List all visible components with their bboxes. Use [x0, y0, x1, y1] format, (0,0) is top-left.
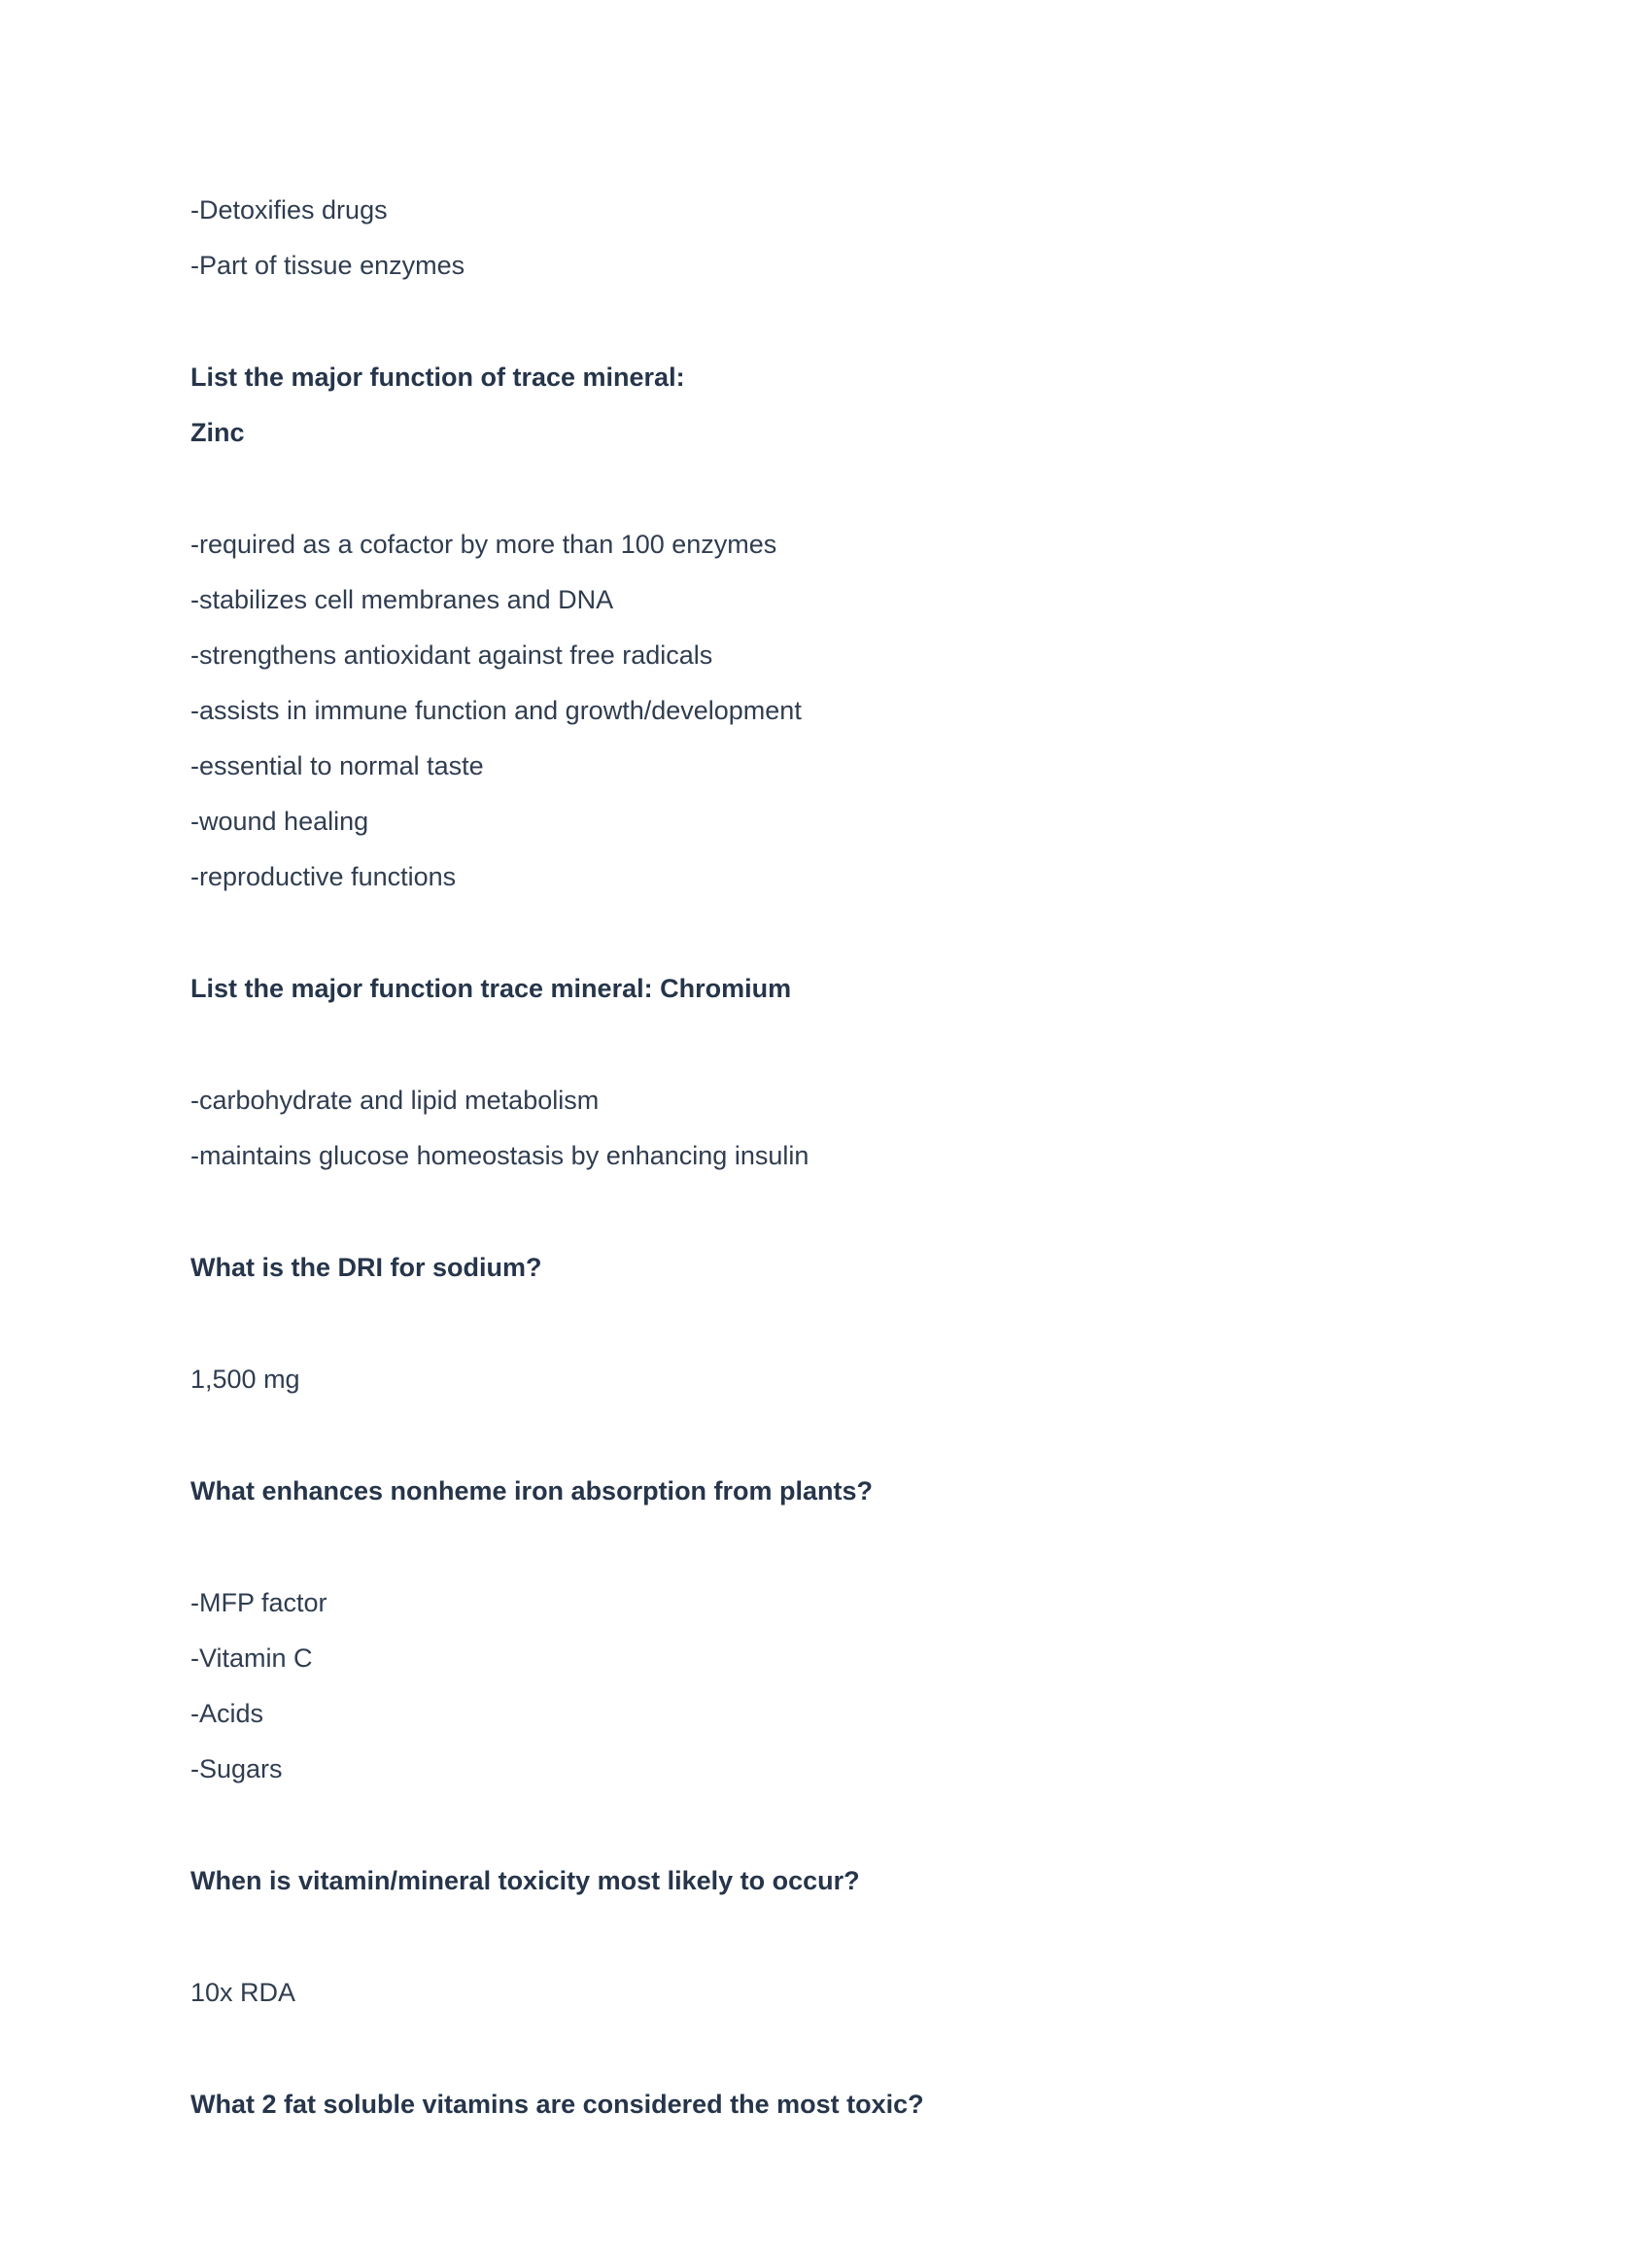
- document-body: [190, 183, 1454, 2132]
- answer-line: -stabilizes cell membranes and DNA: [190, 585, 614, 614]
- paragraph-spacer: [190, 905, 1454, 961]
- question-heading: List the major function trace mineral: Chromium: [190, 974, 792, 1003]
- question-heading: What is the DRI for sodium?: [190, 1253, 542, 1282]
- answer-line: -maintains glucose homeostasis by enhancing insulin: [190, 1141, 809, 1170]
- paragraph-spacer: [190, 294, 1454, 350]
- paragraph-spacer: [190, 461, 1454, 517]
- question-heading: When is vitamin/mineral toxicity most likely to occur?: [190, 1866, 860, 1895]
- question-heading: List the major function of trace mineral:: [190, 363, 685, 392]
- answer-line: -wound healing: [190, 807, 369, 836]
- paragraph-spacer: [190, 2021, 1454, 2077]
- question-heading: What enhances nonheme iron absorption from plants?: [190, 1476, 874, 1505]
- paragraph-spacer: [190, 1017, 1454, 1073]
- paragraph-spacer: [190, 1296, 1454, 1352]
- answer-line: -MFP factor: [190, 1588, 327, 1617]
- paragraph-spacer: [190, 1184, 1454, 1240]
- answer-line: -required as a cofactor by more than 100 enzymes: [190, 530, 777, 559]
- answer-line: -strengthens antioxidant against free radicals: [190, 640, 713, 670]
- answer-line: -reproductive functions: [190, 862, 457, 891]
- answer-line: -Detoxifies drugs: [190, 195, 388, 225]
- question-heading: What 2 fat soluble vitamins are considered the most toxic?: [190, 2090, 924, 2119]
- paragraph-spacer: [190, 1909, 1454, 1965]
- answer-line: -Part of tissue enzymes: [190, 251, 465, 280]
- answer-line: 10x RDA: [190, 1978, 296, 2007]
- answer-line: -essential to normal taste: [190, 751, 484, 780]
- answer-line: -Sugars: [190, 1754, 283, 1783]
- answer-line: -assists in immune function and growth/development: [190, 696, 802, 725]
- paragraph-spacer: [190, 1407, 1454, 1464]
- question-heading: Zinc: [190, 418, 245, 447]
- answer-line: -carbohydrate and lipid metabolism: [190, 1086, 600, 1115]
- answer-line: 1,500 mg: [190, 1365, 300, 1394]
- answer-line: -Vitamin C: [190, 1644, 313, 1673]
- answer-line: -Acids: [190, 1699, 264, 1728]
- paragraph-spacer: [190, 1519, 1454, 1575]
- paragraph-spacer: [190, 1797, 1454, 1853]
